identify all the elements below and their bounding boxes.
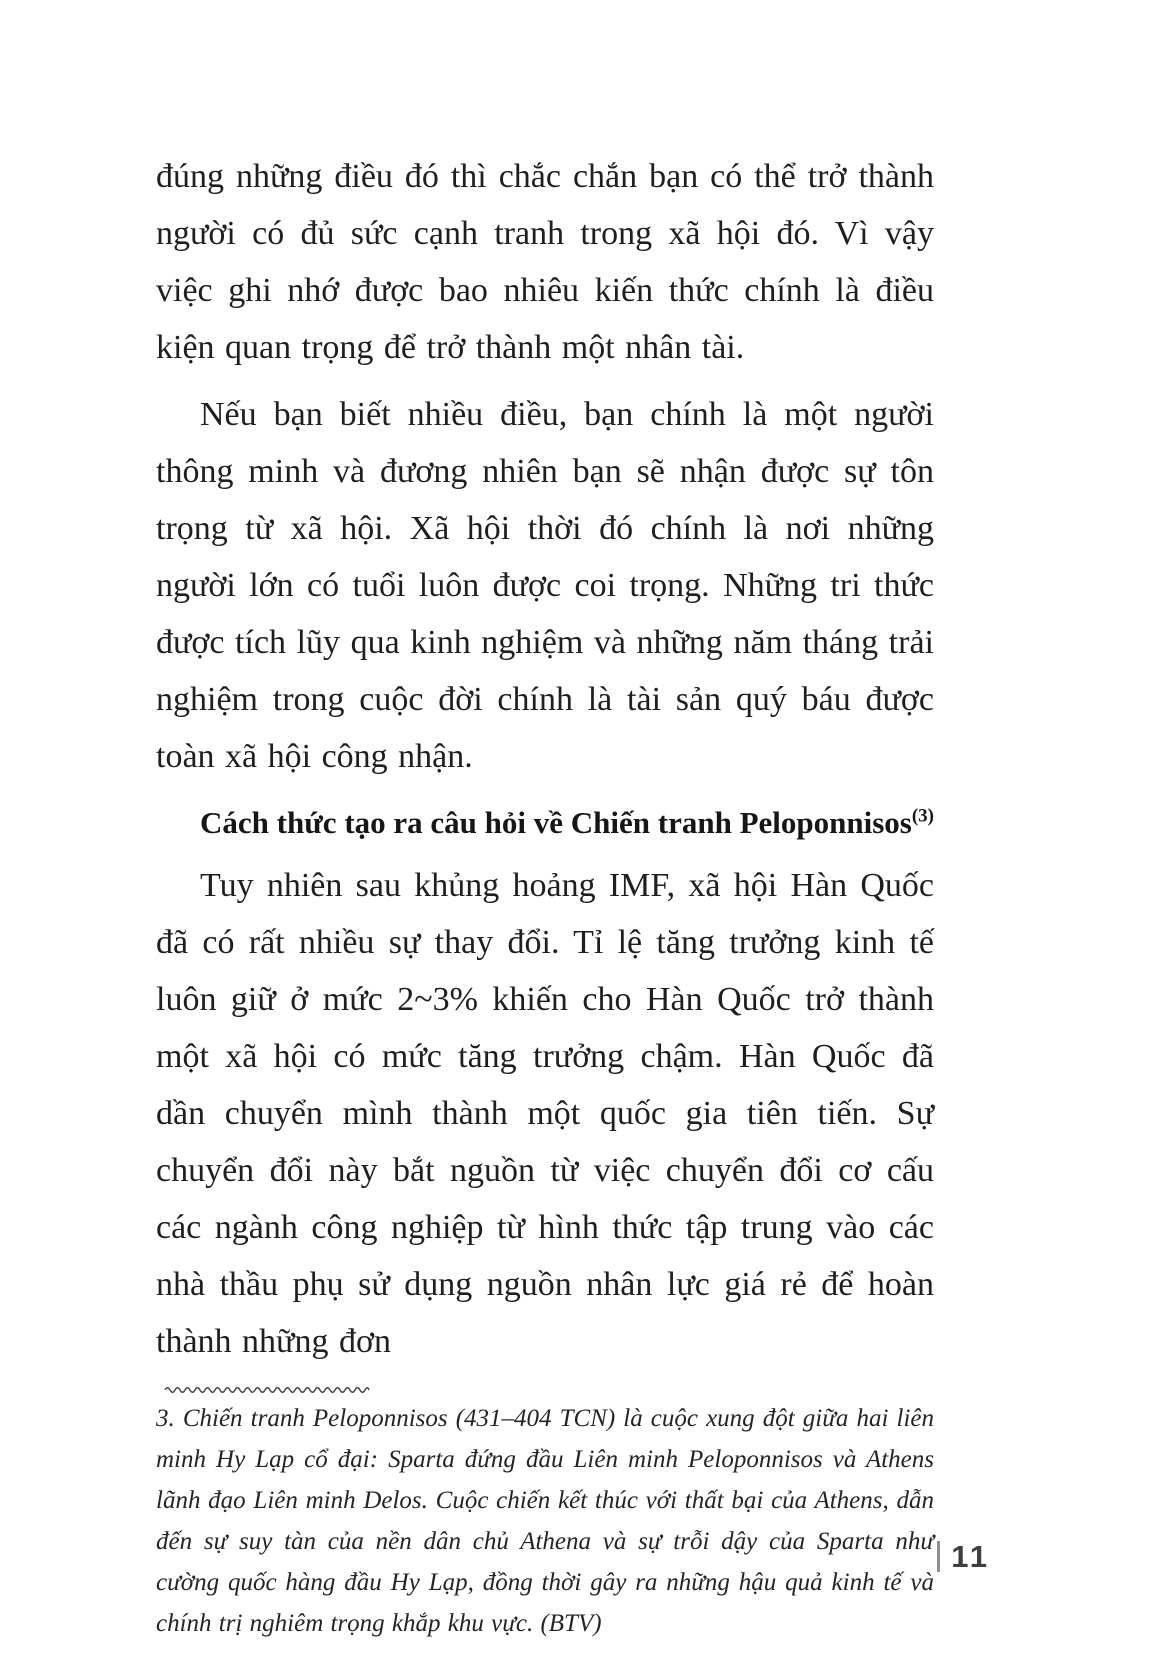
- page-number: [937, 1541, 990, 1572]
- section-heading-text: Cách thức tạo ra câu hỏi về Chiến tranh Peloponnisos: [200, 805, 912, 840]
- section-heading: [156, 801, 934, 845]
- paragraph-2: Nếu bạn biết nhiều điều, bạn chính là một người thông minh và đương nhiên bạn sẽ nhận được sự tôn trọng từ xã hội. Xã hội thời đó chính là nơi những người lớn có tuổi luôn được coi trọng. Những tri thức được tích lũy qua kinh nghiệm và những năm tháng trải nghiệm trong cuộc đời chính là tài sản quý báu được toàn xã hội công nhận.: [156, 396, 934, 775]
- footnote-reference: (3): [911, 805, 934, 827]
- footnote-divider-wavy-line: [164, 1384, 370, 1394]
- paragraph-continuation: đúng những điều đó thì chắc chắn bạn có thể trở thành người có đủ sức cạnh tranh trong xã hội đó. Vì vậy việc ghi nhớ được bao nhiêu kiến thức chính là điều kiện quan trọng để trở thành một nhân tài.: [156, 158, 934, 366]
- page-number-divider: [937, 1541, 940, 1572]
- footnote-section: [156, 1384, 934, 1644]
- paragraph-3: Tuy nhiên sau khủng hoảng IMF, xã hội Hàn Quốc đã có rất nhiều sự thay đổi. Tỉ lệ tăng trưởng kinh tế luôn giữ ở mức 2~3% khiến cho Hàn Quốc trở thành một xã hội có mức tăng trưởng chậm. Hàn Quốc đã dần chuyển mình thành một quốc gia tiên tiến. Sự chuyển đổi này bắt nguồn từ việc chuyển đổi cơ cấu các ngành công nghiệp từ hình thức tập trung vào các nhà thầu phụ sử dụng nguồn nhân lực giá rẻ để hoàn thành những đơn: [156, 867, 934, 1360]
- footnote-text: 3. Chiến tranh Peloponnisos (431–404 TCN) là cuộc xung đột giữa hai liên minh Hy Lạp cổ đại: Sparta đứng đầu Liên minh Peloponnisos và Athens lãnh đạo Liên minh Delos. Cuộc chiến kết thúc với thất bại của Athens, dẫn đến sự suy tàn của nền dân chủ Athena và sự trỗi dậy của Sparta như cường quốc hàng đầu Hy Lạp, đồng thời gây ra những hậu quả kinh tế và chính trị nghiêm trọng khắp khu vực. (BTV): [156, 1405, 934, 1637]
- text-column: [156, 148, 934, 1644]
- page-number-value: 11: [951, 1539, 990, 1574]
